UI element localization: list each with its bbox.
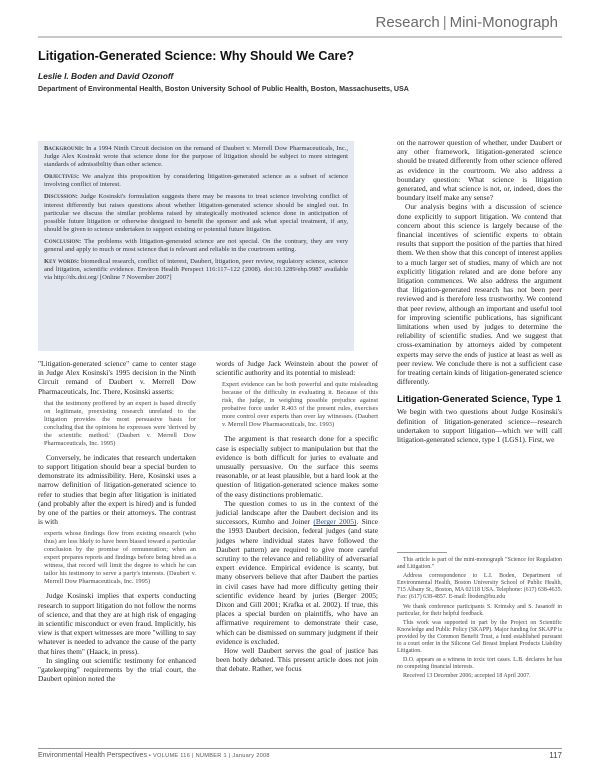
page-number: 117 [549, 751, 562, 760]
header-rule [38, 36, 562, 38]
col1-block-quote: experts whose findings flow from existing research (who thus) are less likely to have been biased toward a particular conclusion by the promise of remuneration; when an expert prepares reports and findings before being hired as a witness, that record will limit the degree to which he can tailor his testimony to serve a party's interests. (Daubert v. Merrell Dow Pharmaceuticals, Inc. 1995) [44, 530, 196, 586]
footnote: Address correspondence to L.I. Boden, Department of Environmental Health, Boston University School of Public Health, 715 Albany St., Boston, MA 02118 USA. Telephone: (617) 638-4635. Fax: (617) 638-4857. E-mail: lboden@bu.edu [397, 573, 562, 601]
abstract-discussion: Discussion: Judge Kosinski's formulation suggests there may be reasons to treat science involving conflict of interest differently but raises questions about whether litigation-generated science should be singled out. In particular we discuss the similar problems raised by strategically motivated science done in anticipation of possible future litigation or otherwise designed to benefit the sponsor and ask what special treatment, if any, should be given to science undertaken to support existing or potential future litigation. [44, 193, 348, 233]
col1-paragraph: Conversely, he indicates that research undertaken to support litigation should bear a special burden to demonstrate its admissibility. Here, Kosinski uses a narrow definition of litigation-generated science to refer to studies that begin after litigation is initiated (and probably after the expert is hired) and is funded by one of the parties or their attorneys. The contrast is with [38, 452, 196, 527]
issue-info: • VOLUME 116 | NUMBER 1 | January 2008 [148, 753, 270, 759]
citation-link-berger-2005[interactable]: (Berger 2005) [313, 517, 357, 527]
section-heading: Litigation-Generated Science, Type 1 [397, 393, 561, 405]
footnote: This work was supported in part by the Project on Scientific Knowledge and Public Policy (SKAPP). Major funding for SKAPP is provided by the Common Benefit Trust, a fund established pursuant to a court order in the Silicone Gel Breast Implant Products Liability Litigation. [397, 619, 562, 655]
abstract-background: Background: In a 1994 Ninth Circuit decision on the remand of Daubert v. Merrell Dow Pharmaceuticals, Inc., Judge Alex Kosinski wrote that science done for the purpose of litigation should be subject to more stringent standards of admissibility than other science. [44, 145, 348, 169]
footer-citation [38, 752, 270, 759]
footnotes [397, 557, 562, 683]
abstract-keywords: Key words: biomedical research, conflict of interest, Daubert, litigation, peer review, regulatory science, science and litigation, scientific evidence. Environ Health Perspect 116:117–122 (2008). doi:10.1289/ehp.9987 available via http://dx.doi.org/ [Online 7 November 2007] [44, 258, 349, 282]
col2-block-quote: Expert evidence can be both powerful and quite misleading because of the difficulty in evaluating it. Because of this risk, the judge, in weighing possible prejudice against probative force under R.403 of the present rules, exercises more control over experts than over lay witnesses. (Daubert v. Merrell Dow Pharmaceuticals, Inc. 1993) [222, 381, 378, 429]
col1-paragraph: In singling out scientific testimony for enhanced "gatekeeping" requirements by the trial court, the Daubert opinion noted the [38, 655, 196, 684]
abstract-conclusion: Conclusion: The problems with litigation-generated science are not special. On the contrary, they are very general and apply to much or most science that is relevant and reliable in the courtroom setting. [44, 237, 349, 254]
col2-paragraph: The argument is that research done for a specific case is especially subject to manipulation but that the evidence is both difficult for juries to evaluate and unusually persuasive. On the surface this seems reasonable, or at least plausible, but a hard look at the question of litigation-generated science makes some of the easy distinctions problematic. [216, 434, 378, 499]
section-label [376, 14, 559, 31]
article-title: Litigation-Generated Science: Why Should We Care? [38, 49, 355, 63]
col1-block-quote: that the testimony proffered by an expert is based directly on legitimate, preexisting research unrelated to the litigation provides the most persuasive basis for concluding that the opinions he expresses were 'derived by the scientific method.' (Daubert v. Merrell Dow Pharmaceuticals, Inc. 1995) [44, 399, 196, 447]
col3-paragraph: Our analysis begins with a discussion of science done explicitly to support litigation. We contend that concern about this science is largely because of the financial incentives of scientific experts to obtain results that support the position of the parties that hired them. We then show that this concept of interest applies to a much larger set of studies, many of which are not explicitly litigation related and are done before any litigation commences. We also address the argument that litigation-generated research has not been peer reviewed and is therefore less trustworthy. We contend that peer review, although an important and useful tool for improving scientific publications, has significant limitations when used by judges to determine the reliability of scientific studies. And we suggest that cross-examination by attorneys aided by competent experts may serve the ends of justice at least as well as peer review. We conclude there is not a sufficient case for treating certain kinds of litigation-generated science differently. [397, 202, 562, 387]
col1-paragraph: Judge Kosinski implies that experts conducting research to support litigation do not follow the norms of science, and that they are at high risk of engaging in scientific misconduct or even fraud. Implicitly, his view is that expert witnesses are more "willing to say whatever is needed to advance the cause of the party that hires them" (Haack, in press). [38, 591, 196, 656]
col2-paragraph: The question comes to us in the context of the judicial landscape after the Daubert decision and its successors, Kumho and Joiner (Berger 2005). Since the 1993 Daubert decision, federal judges (and state judges where individual states have followed the Daubert pattern) are required to give more careful scrutiny to the relevance and reliability of adversarial expert evidence. Empirical evidence is scanty, but many observers believe that after Daubert the parties in civil cases have had more difficulty getting their scientific evidence heard by juries (Berger 2005; Dixon and Gill 2001; Krafka et al. 2002). If true, this places a special burden on plaintiffs, who have an affirmative requirement to demonstrate their case, which can be dismissed on summary judgment if their evidence is excluded. [216, 498, 379, 646]
col3-paragraph: We begin with two questions about Judge Kosinski's definition of litigation-generated science—research undertaken to support litigation—which we will call litigation-generated science, type 1 (LGS1). First, we [397, 407, 562, 445]
footnote: D.O. appears as a witness in toxic tort cases. L.B. declares he has no competing financial interests. [397, 657, 562, 671]
article-authors: Leslie I. Boden and David Ozonoff [38, 71, 174, 81]
journal-name: Environmental Health Perspectives [38, 752, 147, 759]
col1-paragraph: "Litigation-generated science" came to center stage in Judge Alex Kosinski's 1995 decision in the Ninth Circuit remand of Daubert v. Merrell Dow Pharmaceuticals, Inc. There, Kosinski asserts: [38, 359, 196, 396]
body-column-1 [38, 359, 196, 683]
article-affiliation: Department of Environmental Health, Boston University School of Public Health, Boston, Massachusetts, USA [38, 85, 409, 93]
footnote: Received 13 December 2006; accepted 18 April 2007. [403, 673, 531, 680]
col2-paragraph: words of Judge Jack Weinstein about the power of scientific authority and its potential to mislead: [216, 359, 378, 378]
abstract-objectives: Objectives: We analyze this proposition by considering litigation-generated science as a subset of science involving conflict of interest. [44, 173, 348, 189]
subsection-name: Mini-Monograph [449, 14, 558, 31]
section-name: Research [375, 14, 440, 31]
footnote: We thank conference participants S. Krimsky and S. Jasanoff in particular, for their helpful feedback. [397, 603, 562, 617]
section-separator: | [442, 14, 447, 31]
body-column-3 [397, 138, 562, 444]
body-column-2 [216, 359, 378, 674]
abstract-box [38, 141, 354, 351]
footer-rule [38, 748, 562, 749]
footnote-rule [397, 552, 447, 553]
footnote: This article is part of the mini-monograph "Science for Regulation and Litigation." [397, 557, 562, 571]
col2-paragraph: How well Daubert serves the goal of justice has been hotly debated. This present article does not join that debate. Rather, we focus [216, 646, 378, 674]
col3-paragraph: on the narrower question of whether, under Daubert or any other framework, litigation-generated science should be treated differently from other science offered as evidence in the courtroom. We also address a boundary question: What science is litigation generated, and what science is not, or, indeed, does the boundary itself make any sense? [397, 138, 562, 203]
